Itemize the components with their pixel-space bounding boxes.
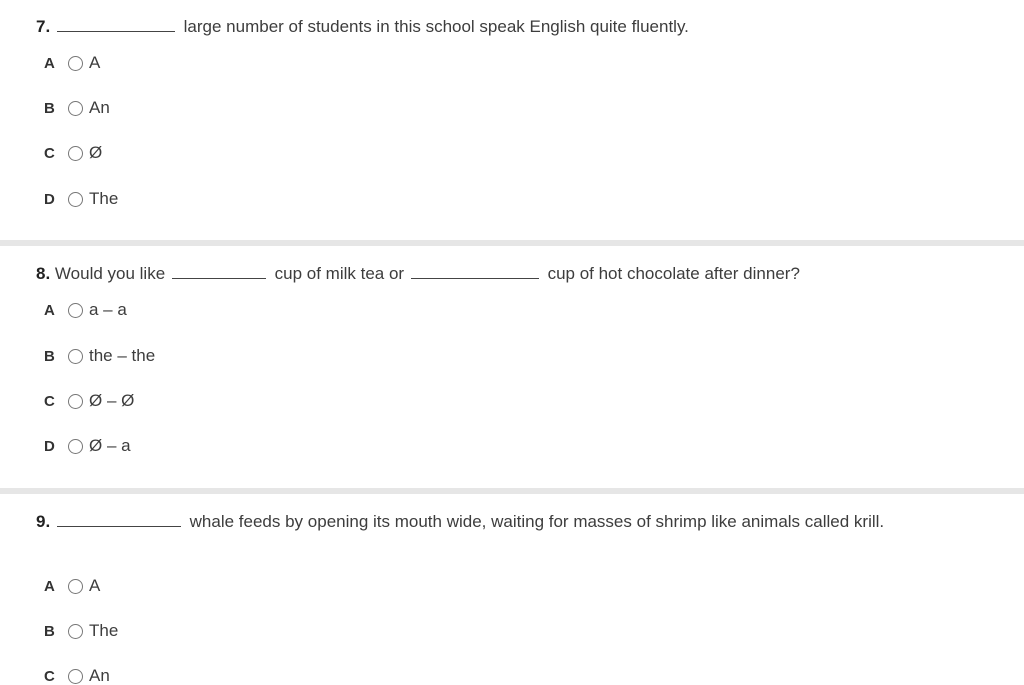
option-a[interactable] xyxy=(44,575,100,597)
question-text: whale feeds by opening its mouth wide, waiting for masses of shrimp like animals called krill. xyxy=(189,512,885,531)
option-b[interactable] xyxy=(44,620,118,642)
option-text: a – a xyxy=(89,300,127,319)
question-text-end: cup of hot chocolate after dinner? xyxy=(547,264,800,283)
option-text: the – the xyxy=(89,346,156,365)
question-divider xyxy=(0,488,1024,494)
radio-button[interactable] xyxy=(68,101,83,116)
option-letter: C xyxy=(44,392,55,410)
question-number: 8. xyxy=(36,264,51,283)
option-letter: A xyxy=(44,577,55,595)
option-text: The xyxy=(89,189,119,208)
option-letter: B xyxy=(44,99,55,117)
option-letter: A xyxy=(44,301,55,319)
option-b[interactable] xyxy=(44,97,110,119)
option-text: A xyxy=(89,53,101,72)
option-text: Ø xyxy=(89,143,103,162)
option-a[interactable] xyxy=(44,299,127,321)
option-text: Ø – a xyxy=(89,436,131,455)
question-number: 7. xyxy=(36,17,51,36)
option-d[interactable] xyxy=(44,435,131,457)
option-letter: A xyxy=(44,54,55,72)
option-text: The xyxy=(89,621,119,640)
radio-button[interactable] xyxy=(68,303,83,318)
option-d[interactable] xyxy=(44,188,118,210)
radio-button[interactable] xyxy=(68,579,83,594)
option-text: Ø – Ø xyxy=(89,391,135,410)
option-text: A xyxy=(89,576,101,595)
option-c[interactable] xyxy=(44,390,134,412)
option-c[interactable] xyxy=(44,665,110,685)
option-text: An xyxy=(89,666,110,685)
question-9-text xyxy=(36,508,996,536)
option-a[interactable] xyxy=(44,52,100,74)
radio-button[interactable] xyxy=(68,192,83,207)
option-b[interactable] xyxy=(44,345,155,367)
option-letter: D xyxy=(44,190,55,208)
question-7-text xyxy=(36,13,996,41)
radio-button[interactable] xyxy=(68,146,83,161)
option-text: An xyxy=(89,98,110,117)
option-c[interactable] xyxy=(44,142,102,164)
question-8-text xyxy=(36,260,996,288)
radio-button[interactable] xyxy=(68,669,83,684)
answer-blank-2 xyxy=(411,264,539,279)
answer-blank xyxy=(57,17,175,32)
answer-blank-1 xyxy=(172,264,266,279)
question-text-start: Would you like xyxy=(54,264,166,283)
radio-button[interactable] xyxy=(68,394,83,409)
radio-button[interactable] xyxy=(68,56,83,71)
answer-blank xyxy=(57,512,181,527)
question-text: large number of students in this school speak English quite fluently. xyxy=(183,17,689,36)
radio-button[interactable] xyxy=(68,624,83,639)
option-letter: D xyxy=(44,437,55,455)
option-letter: C xyxy=(44,144,55,162)
radio-button[interactable] xyxy=(68,439,83,454)
option-letter: B xyxy=(44,622,55,640)
option-letter: C xyxy=(44,667,55,685)
question-text-middle: cup of milk tea or xyxy=(274,264,405,283)
radio-button[interactable] xyxy=(68,349,83,364)
question-number: 9. xyxy=(36,512,51,531)
option-letter: B xyxy=(44,347,55,365)
question-divider xyxy=(0,240,1024,246)
